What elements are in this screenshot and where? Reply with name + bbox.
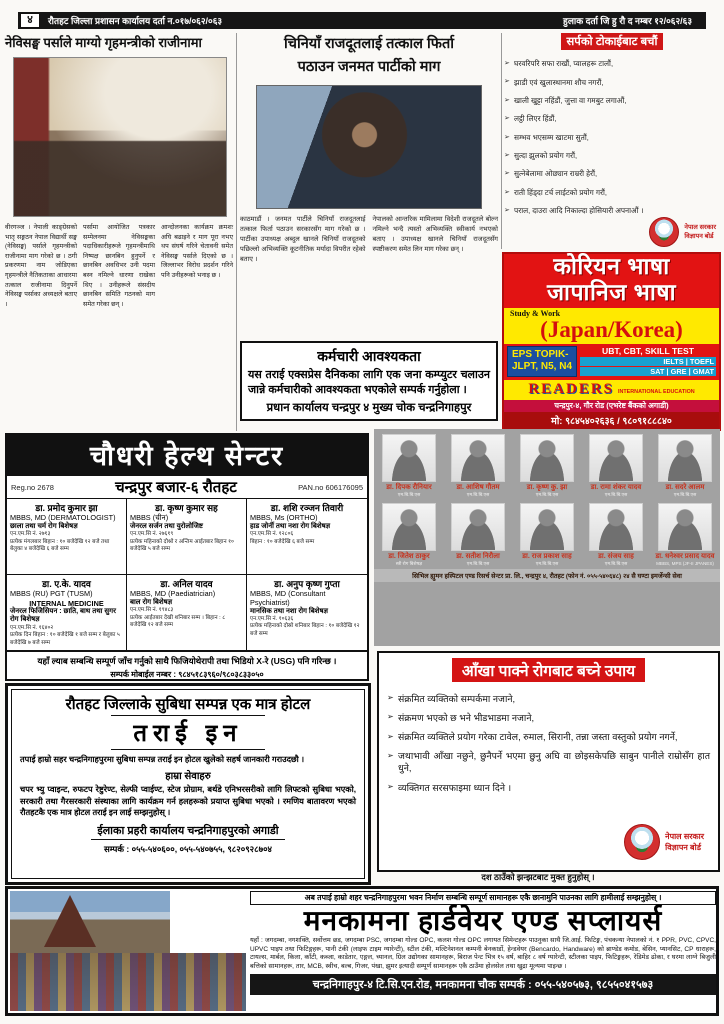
doctor-portrait xyxy=(589,503,643,551)
hardware-contact: चन्द्रनिगाहपुर-४ टि.सि.एन.रोड, मनकामना चौक सम्पर्क : ०५५-५४०५७३, ९८५५०४१५७३ xyxy=(250,974,716,995)
doctor-qualification: MBBS, MD (Paediatrician) xyxy=(130,589,216,598)
doctor-speciality: मानसिक तथा नशा रोग बिशेषज्ञ xyxy=(250,607,329,615)
doctor-portrait xyxy=(451,503,505,551)
article-headline: नेविसङ्घ पर्साले माग्यो गृहमन्त्रीको राजीनामा xyxy=(5,35,202,50)
study-work-label: Study & Work xyxy=(510,308,561,318)
hotel-name: तराई इन xyxy=(111,715,264,750)
nepal-emblem-icon xyxy=(624,824,660,860)
article-group-photo xyxy=(13,57,227,217)
article-column: वीरगञ्ज । नेपाली काङ्ग्रेसको भातृ सङ्गठन नेपाल विद्यार्थी सङ्घ (नेविसङ्घ) पर्साले गृहमन्त्रीको राजीनामा माग गरेको छ । ठगी प्रकरणमा नाम जोडिएका गृहमन्त्रीले नैतिकताका आधारमा तत्काल राजीनामा दिनुपर्ने नेविसङ्घ पर्साका अध्यक्षले बताए । xyxy=(5,224,77,308)
doctor-portrait xyxy=(520,434,574,482)
brand-name: READERS xyxy=(528,380,614,397)
hardware-strip: अब तपाई हाम्रो शहर चन्द्रनिगाहपुरमा भवन निर्माण सम्बन्धि सम्पूर्ण सामानहरू एकै छानामुनि पाउनका लागि हामीलाई सम्झनुहोस् । xyxy=(250,891,716,905)
hospital-doctors-grid xyxy=(374,429,720,646)
logo-line2: विज्ञापन बोर्ड xyxy=(684,233,714,240)
pan-number: PAN.no 606176095 xyxy=(298,482,363,492)
list-item: ➢ जथाभावी आँखा नछुने, छुनैपर्ने भएमा छुनु अघि वा छोइसकेपछि साबुन पानीले राम्रोसँग हात धुने, xyxy=(387,747,710,778)
doctor-portrait xyxy=(382,434,436,482)
list-item: ➢ व्यक्तिगत सरसफाइमा ध्यान दिने । xyxy=(387,778,710,797)
article-janamat xyxy=(240,33,498,431)
hotel-services: चपर भ्यु प्वाइन्ट, रुफटप रेष्टुरेण्ट, सेल्फी प्वाईण्ट, स्टेज प्रोग्राम, बर्थडे एनिभरसरीको लागि लिफ्टको सुबिधा भएको, सरकारी तथा गैरसरकारी संस्थाका लागि कार्यक्रम गर्न हलहरूको प्रयाप्त सुबिधा भएको । रमणिय बातावरण भएको रौतहटकै एक मात्र होटल तराई इन लाई सम्झनुहोस् । xyxy=(20,785,356,818)
doctor-name: डा. अनिल यादव xyxy=(160,579,213,589)
doctor-name: डा. सदरे आलम xyxy=(665,484,705,491)
brand-banner xyxy=(504,380,719,400)
list-item: ➢ राती हिंड्दा टर्च लाईटको प्रयोग गरौं, xyxy=(504,184,720,202)
doctor-qualification-2: INTERNAL MEDICINE xyxy=(29,598,104,608)
hotel-ad xyxy=(5,683,371,885)
hardware-body: यहाँ : जगदम्बा, नगशक्ति, सर्वोत्तम छड, जगदम्बा PSC, जगदम्बा गोल्ड OPC, कलश गोल्ड OPC लगायत सिमेन्टहरू पाउनुका साथै जि.आई. फिटिङ्ग, पंचकन्या नेपालको नं. १ PPR, PVC, CPVC, UPVC पाइप तथा फिटिङ्गहरू, पानी टंकी (लाइफ टाइम ग्यारेन्टी), स्टील टंकी, मल्टिनेशनल कम्पनी बेनकार्डो, हेन्डवेयर (Bencardo, Handware) को ब्राण्डेड कमोड, बेसिन, प्यानसिट, CP धाराहरू, टायल्स, मार्बल, किला, काँटी, कब्जा, काडेतार, एङ्गल, च्यानल, ग्रिल उद्योगका सामानहरू, बिराज पेन्ट भित्र १५ वर्ष, बाहिर ८ वर्ष ग्यारेन्टी, स्टीलका पाइप, फिटिङ्गहरू, रेडिमेड ढोका, र घरमा लाग्ने बिजुली बत्तिको सामानहरू, तार, MCB, स्वीच, बल्ब, गिजर, पंखा, झुमर इत्यादी सम्पूर्ण सामानहरू एकै ठाउँमा होलसेल तथा खुद्रा मूल्यमा पाइन्छ । xyxy=(250,937,716,970)
lab-services-line: यहाँ ल्याब सम्बन्धि सम्पूर्ण जाँच गर्नुको साथै फिजियोथेरापी तथा भिडियो X-रे (USG) पनि गरिन्छ । xyxy=(37,656,337,666)
list-item: ➢ झाडी एवं खुलास्थानमा शौच नगरौं, xyxy=(504,73,720,91)
government-logo xyxy=(649,217,716,247)
article-speaker-photo xyxy=(256,85,482,209)
doctor-name: डा. कृष्ण कु. झा xyxy=(526,484,568,491)
hospital-caption: सिभिल ह्युमन हस्पिटल एण्ड रिसर्च सेन्टर प्रा. लि., चन्द्रपुर ४, रौतहट (फोन नं. ०५५-५४०६४८) २४ सै घण्टा इमर्जेन्सी सेवा xyxy=(374,569,720,582)
doctor-speciality: छाला तथा चर्म रोग बिशेषज्ञ xyxy=(10,522,78,530)
doctor-name: डा. अनुप कृष्ण गुप्ता xyxy=(274,579,340,589)
health-center-address: चन्द्रपुर बजार-६ रौतहट xyxy=(115,479,237,496)
doctor-name: डा. दिपक रौनियार xyxy=(386,484,432,491)
doctor-name: डा. शशि रञ्जन तिवारी xyxy=(270,503,344,513)
doctor-schedule: प्रत्येक महिनाको दोस्रो शनिबार बिहान : १० बजेदेखि १२ बजे सम्म xyxy=(250,623,360,637)
doctor-cell xyxy=(7,575,127,651)
snakebite-list xyxy=(504,55,720,220)
doctor-qualification: MBBS, MD (DERMATOLOGIST) xyxy=(10,513,116,522)
doctor-name: डा. राज प्रकाश साह xyxy=(522,552,572,560)
doctors-row xyxy=(376,432,718,498)
doctor-speciality: हाड जोर्नी तथा नशा रोग बिशेषज्ञ xyxy=(250,522,331,530)
hardware-content xyxy=(250,891,716,995)
doctor-qualification: एम.बि.बि.एस xyxy=(535,560,559,566)
article-body xyxy=(240,215,498,333)
hotel-location: ईलाका प्रहरी कार्यालय चन्द्रनिगाहपुरको अगाडी xyxy=(91,823,284,840)
list-item: ➢ लट्ठी लिएर हिंडौं, xyxy=(504,110,720,128)
tests-list xyxy=(577,346,719,377)
government-logo-text xyxy=(684,223,716,241)
doctor-portrait xyxy=(451,434,505,482)
doctor-card xyxy=(514,432,580,498)
doctor-cell xyxy=(127,499,247,575)
list-item: ➢ संक्रमित व्यक्तिको सम्पर्कमा नजाने, xyxy=(387,689,710,708)
doctor-name: डा. धनेश्वर प्रसाद यादव xyxy=(655,552,715,560)
doctor-portrait xyxy=(382,503,436,551)
tests-line3: SAT | GRE | GMAT xyxy=(580,367,716,376)
logo-line1: नेपाल सरकार xyxy=(665,831,704,841)
tests-line1: UBT, CBT, SKILL TEST xyxy=(602,345,695,356)
doctor-name: डा. सतीश निरौला xyxy=(456,552,500,560)
market-photo xyxy=(10,953,246,1011)
doctor-qualification: एम.बि.बि.एस xyxy=(604,560,628,566)
doctor-name: डा. आशिष गौतम xyxy=(456,484,500,491)
eye-disease-notice xyxy=(377,651,720,872)
article-nevisangh xyxy=(5,33,233,431)
doctor-schedule: प्रत्येक आईतबार देखी शनिबार सम्म । बिहान : ८ बजेदेखि १२ बजे सम्म xyxy=(130,614,226,629)
doctor-speciality: जेनरल सर्जन तथा युरोलोजिष्ट xyxy=(130,522,203,530)
list-item: ➢ संक्रमित व्यक्तिले प्रयोग गरेका टावेल, रुमाल, सिरानी, तन्ना जस्ता वस्तुको प्रयोग नगर्ने, xyxy=(387,728,710,747)
vacancy-notice xyxy=(240,341,498,421)
doctor-schedule: प्रत्येक मंगलबार बिहान : १० बजेदेखि १२ बजे तथा बेलुका ४ बजेदेखि ६ बजे सम्म xyxy=(10,538,110,553)
doctor-cell xyxy=(127,575,247,651)
article-column: काठमाडौं । जनमत पार्टीले चिनियाँ राजदूतलाई तत्काल फिर्ता पठाउन सरकारसँग माग गरेको छ । पार्टीका उपाध्यक्ष अब्दुल खानले चिनियाँ राजदूतको पछिल्लो अभिव्यक्ति कूटनीतिक मर्यादा विपरीत रहेको बताए । xyxy=(240,216,366,263)
doctor-name: डा. रामा शंकर यादव xyxy=(590,484,642,491)
hotel-intro: तपाई हाम्रो सहर चन्द्रनिगाहपुरमा सुबिधा सम्पन्न तराई इन होटल खुलेको सहर्ष जानकारी गराउदछौ । xyxy=(20,755,305,764)
doctor-portrait xyxy=(520,503,574,551)
ad-phone: मो: ९८४५४०२६३६ / ९८०९१८८८४० xyxy=(504,412,719,429)
article-headline-line2: पठाउन जनमत पार्टीको माग xyxy=(297,59,441,76)
doctor-card xyxy=(652,501,718,567)
list-item: ➢ घरवरिपरि सफा राखौं, प्वालहरू टालौं, xyxy=(504,55,720,73)
hardware-ad xyxy=(5,886,719,1016)
tests-line2: IELTS | TOEFL xyxy=(580,357,716,366)
doctor-cell xyxy=(247,575,367,651)
doctor-portrait xyxy=(658,434,712,482)
eye-notice-list xyxy=(387,689,710,797)
doctor-card xyxy=(652,432,718,498)
masthead-postal: हुलाक दर्ता जि हु रौ द नम्बर १२/०६२/६३ xyxy=(563,16,692,26)
doctor-qualification: MBBS, MD (Consultant Psychiatrist) xyxy=(250,589,326,607)
doctor-cell xyxy=(247,499,367,575)
doctor-name: डा. जितेश ठाकुर xyxy=(388,552,430,560)
masthead xyxy=(18,12,706,29)
article-column: नेपालको आन्तरिक मामिलामा विदेशी राजदूतले बोल्न नमिल्ने भन्दै त्यस्तो अभिव्यक्ति स्वीकार्य नभएको बताए । उपाध्यक्ष खानले चिनियाँ राजदूतसँग स्पष्टीकरण समेत लिन माग गरेका छन् । xyxy=(372,216,498,254)
health-center-title: चौधरी हेल्थ सेन्टर xyxy=(7,435,367,476)
snakebite-title: सर्पको टोकाईबाट बचौं xyxy=(561,33,664,50)
doctor-qualification: एम.बि.बि.एस xyxy=(673,492,697,497)
health-center-ad xyxy=(5,433,369,681)
health-center-footer xyxy=(7,651,367,683)
hardware-title: मनकामना हार्डवेयर एण्ड सप्लायर्स xyxy=(303,905,663,936)
doctor-name: डा. संजय साह xyxy=(598,552,634,560)
temple-photo xyxy=(10,891,170,953)
japan-korea-label: (Japan/Korea) xyxy=(540,316,683,342)
doctor-schedule: प्रत्येक महिनाको दोश्रो र अन्तिम आईतबार बिहान १० बजेदेखि ५ बजे सम्म xyxy=(130,538,234,553)
list-item: ➢ सुत्नेबेलामा ओछ्यान राम्ररी हेरौं, xyxy=(504,165,720,183)
column-divider xyxy=(236,33,237,431)
eye-notice-title: आँखा पाक्ने रोगबाट बच्ने उपाय xyxy=(452,658,645,682)
list-item: ➢ सुत्दा झुलको प्रयोग गरौं, xyxy=(504,147,720,165)
doctor-speciality: जेनरल फिजिसियन : छाति, बाथ तथा सुगर रोग बिशेषज्ञ xyxy=(10,607,116,624)
brand-subtitle: INTERNATIONAL EDUCATION xyxy=(618,388,695,395)
doctor-qualification: MBBS (चीन) xyxy=(130,513,169,522)
doctor-registration: एन.एम.सि नं. २७६१९ xyxy=(130,531,174,538)
doctor-card xyxy=(445,432,511,498)
ad-title-line1: कोरियन भाषा xyxy=(553,253,670,279)
doctor-card xyxy=(583,501,649,567)
doctor-name: डा. कृष्ण कुमार सह xyxy=(155,503,218,513)
government-logo xyxy=(624,824,704,860)
doctor-speciality: बाल रोग बिशेषज्ञ xyxy=(130,598,173,606)
government-logo-text xyxy=(665,831,704,853)
eps-line1: EPS TOPIK- xyxy=(512,348,569,360)
doctor-qualification: एम.बि.बि.एस xyxy=(604,492,628,497)
hotel-tagline: रौतहट जिल्लाके सुबिधा सम्पन्न एक मात्र होटल xyxy=(65,696,311,713)
eps-topik-box xyxy=(507,346,577,377)
doctor-qualification: एम.बि.बि.एस xyxy=(466,492,490,497)
health-center-subheader xyxy=(7,476,367,499)
doctor-card xyxy=(445,501,511,567)
doctor-qualification: MBBS, MPS (JF-II JPANES) xyxy=(656,560,714,566)
eps-line2: JLPT, N5, N4 xyxy=(512,361,573,373)
doctor-qualification: एम.बि.बि.एस xyxy=(397,492,421,497)
doctor-schedule: बिहान : १० बजेदेखि ६ बजे सम्म xyxy=(250,538,315,545)
language-institute-ad xyxy=(502,252,721,431)
list-item: ➢ पराल, दाउरा आदि निकाल्दा होसियारी अपनाऔं । xyxy=(504,202,720,220)
doctor-registration: एन.एम.सि नं. १६४०२ xyxy=(10,624,54,631)
doctor-cell xyxy=(7,499,127,575)
doctor-card xyxy=(376,501,442,567)
doctor-registration: एन.एम.सि नं. १२८०६ xyxy=(250,531,294,538)
vacancy-office: प्रधान कार्यालय चन्द्रपुर ४ मुख्य चोक चन्द्रनिगाहपुर xyxy=(266,402,472,415)
doctor-name: डा. ए.के. यादव xyxy=(42,579,91,589)
nepal-emblem-icon xyxy=(649,217,679,247)
column-divider xyxy=(501,33,502,249)
doctor-portrait xyxy=(589,434,643,482)
ad-tests-row xyxy=(504,346,719,377)
doctor-qualification: एम.बि.बि.एस xyxy=(535,492,559,497)
article-body xyxy=(5,223,233,447)
contact-line: सम्पर्क मोबाईल नम्बर : ९८४५१८३९६०/९८०३८३३०५० xyxy=(110,670,264,679)
doctor-schedule: प्रत्येक दिन बिहान : १० बजेदेखि १ बजे सम्म र बेलुका ५ बजेदेखि ७ बजे सम्म xyxy=(10,632,120,646)
doctor-qualification: एम.बि.बि.एस xyxy=(466,560,490,566)
article-column: आन्दोलनका कार्यक्रम क्रमशः अघि बढाइने र माग पूरा नभए थप संघर्ष गरिने चेतावनी समेत नेविसङ्घ पर्साले दिएको छ । जिल्लाभर विरोध प्रदर्शन गरिने पनि उनीहरूको भनाइ छ । xyxy=(161,224,233,280)
doctor-registration: एन.एम.सि नं. १९४८३ xyxy=(130,607,174,614)
doctors-row xyxy=(376,501,718,567)
hardware-pre-line: दश ठाउँको झन्झटबाट मुक्त हुनुहोस् । xyxy=(481,872,595,882)
doctor-card xyxy=(583,432,649,498)
doctor-card xyxy=(514,501,580,567)
doctor-qualification: MBBS, Ms (ORTHO) xyxy=(250,513,318,522)
list-item: ➢ संक्रमण भएको छ भने भीडभाडमा नजाने, xyxy=(387,708,710,727)
doctor-registration: एन.एम.सि नं. २७१३ xyxy=(10,531,51,538)
vacancy-title: कर्मचारी आवश्यकता xyxy=(317,348,421,365)
list-item: ➢ खाली खुट्टा नहिंडौं, जुत्ता वा गमबुट लगाऔं, xyxy=(504,92,720,110)
snakebite-notice xyxy=(504,33,720,249)
logo-line1: नेपाल सरकार xyxy=(684,223,716,231)
doctors-table xyxy=(7,499,367,651)
doctor-card xyxy=(376,432,442,498)
doctor-portrait xyxy=(658,503,712,551)
article-column: पर्सामा आयोजित पत्रकार सम्मेलनमा नेविसङ्घका पदाधिकारीहरूले गृहमन्त्रीमाथि निष्पक्ष छानबिन हुनुपर्ने र छानबिन अवधिभर उनी पदमा बस्न नमिल्ने धारणा राखेका थिए । उनीहरूले संसदीय छानबिन समिति गठनको माग समेत गरेका छन् । xyxy=(83,224,155,308)
hotel-services-title: हाम्रा सेवाहरु xyxy=(165,771,211,783)
vacancy-body: यस तराई एक्सप्रेस दैनिकका लागि एक जना कम्प्युटर चलाउन जान्ने कर्मचारीको आवश्यकता भएकोले सम्पर्क गर्नुहोला । xyxy=(248,369,490,397)
page-number: ४ xyxy=(20,13,40,28)
article-headline-line1: चिनियाँ राजदूतलाई तत्काल फिर्ता xyxy=(284,36,454,52)
doctor-qualification: स्त्री रोग बिशेषज्ञ xyxy=(395,560,423,566)
logo-line2: विज्ञापन बोर्ड xyxy=(665,843,701,852)
ad-country-band xyxy=(504,308,719,344)
ad-title-line2: जापानिज भाषा xyxy=(546,278,677,305)
doctor-qualification: MBBS (RU) PGT (TUSM) xyxy=(10,589,93,598)
registration-number: Reg.no 2678 xyxy=(11,482,54,492)
hardware-photos xyxy=(10,891,246,1011)
hotel-ad-inner xyxy=(11,689,365,879)
doctor-registration: एन.एम.सि नं. १०६३६ xyxy=(250,615,294,622)
ad-address: चन्द्रपुर-४, गौर रोड (एभरेष्ट बैंकको अगाडी) xyxy=(504,400,719,412)
list-item: ➢ सम्भव भएसम्म खाटमा सुतौं, xyxy=(504,129,720,147)
doctor-name: डा. प्रमोद कुमार झा xyxy=(35,503,98,513)
masthead-registration: रौतहट जिल्ला प्रशासन कार्यालय दर्ता न.०१७/०६२/०६३ xyxy=(48,16,223,26)
hotel-contact: सम्पर्क : ०५५-५४०६००, ०५५-५४०७५५, ९८२०९२८७०४ xyxy=(103,843,273,854)
